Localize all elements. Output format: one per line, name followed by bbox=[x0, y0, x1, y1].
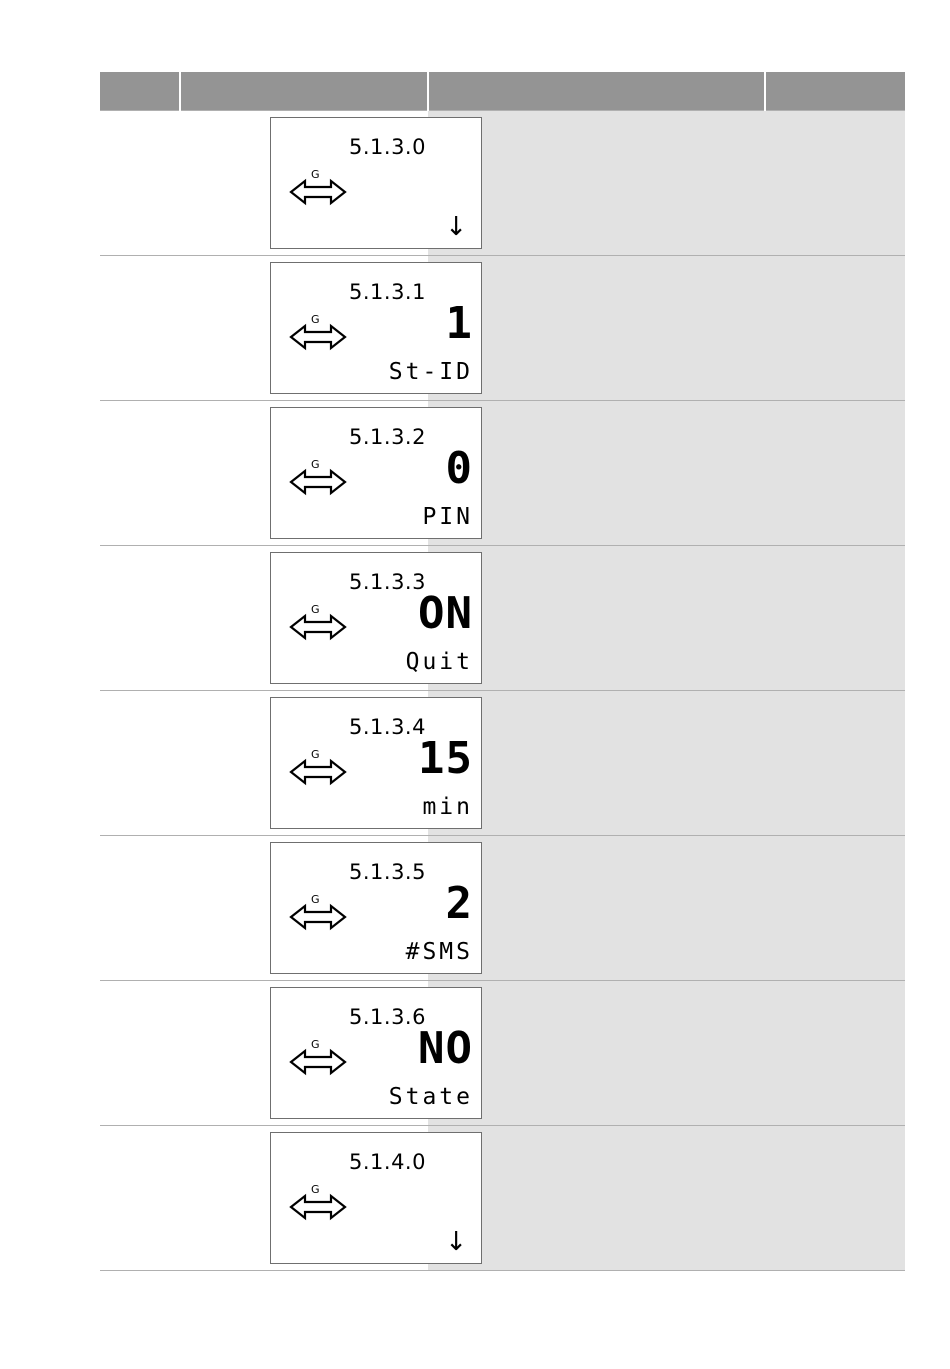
menu-code: 5.1.3.3 bbox=[349, 570, 426, 594]
left-right-arrow-icon bbox=[289, 1040, 347, 1084]
row-index-cell bbox=[100, 111, 180, 256]
table-body bbox=[100, 111, 905, 1271]
left-right-arrow-icon bbox=[289, 170, 347, 214]
row-index-cell bbox=[100, 256, 180, 401]
display-cell bbox=[180, 401, 473, 546]
row-index-cell bbox=[100, 401, 180, 546]
column-header-1 bbox=[100, 72, 180, 111]
lcd-display bbox=[270, 987, 482, 1119]
lcd-value: 0 bbox=[445, 443, 473, 494]
arrow-g-label: G bbox=[311, 458, 320, 471]
lcd-value: 1 bbox=[445, 298, 473, 349]
menu-code: 5.1.4.0 bbox=[349, 1150, 426, 1174]
extra-cell bbox=[765, 256, 905, 401]
menu-code: 5.1.3.0 bbox=[349, 135, 426, 159]
lcd-display bbox=[270, 552, 482, 684]
lcd-display bbox=[270, 407, 482, 539]
display-cell bbox=[180, 256, 473, 401]
row-index-cell bbox=[100, 546, 180, 691]
down-arrow-icon: ↓ bbox=[445, 1227, 467, 1257]
arrow-g-label: G bbox=[311, 893, 320, 906]
lcd-unit: Quit bbox=[405, 649, 473, 675]
display-cell bbox=[180, 111, 467, 256]
extra-cell bbox=[765, 111, 905, 256]
arrow-g-label: G bbox=[311, 1183, 320, 1196]
lcd-unit: min bbox=[422, 794, 473, 820]
menu-code: 5.1.3.6 bbox=[349, 1005, 426, 1029]
lcd-value: 2 bbox=[445, 878, 473, 929]
display-cell bbox=[180, 546, 473, 691]
extra-cell bbox=[765, 1126, 905, 1271]
menu-code: 5.1.3.5 bbox=[349, 860, 426, 884]
lcd-value: ON bbox=[418, 588, 473, 639]
extra-cell bbox=[765, 401, 905, 546]
display-cell bbox=[180, 981, 473, 1126]
table-row bbox=[100, 1126, 905, 1271]
table-row bbox=[100, 256, 905, 401]
down-arrow-icon: ↓ bbox=[445, 212, 467, 242]
lcd-value: NO bbox=[418, 1023, 473, 1074]
extra-cell bbox=[765, 981, 905, 1126]
arrow-g-label: G bbox=[311, 313, 320, 326]
table-row bbox=[100, 546, 905, 691]
lcd-display bbox=[270, 697, 482, 829]
left-right-arrow-icon bbox=[289, 605, 347, 649]
lcd-unit: St-ID bbox=[388, 359, 473, 385]
row-index-cell bbox=[100, 981, 180, 1126]
display-cell bbox=[180, 836, 473, 981]
table-header-row bbox=[100, 72, 905, 111]
table-header bbox=[100, 72, 905, 111]
arrow-g-label: G bbox=[311, 168, 320, 181]
table-row bbox=[100, 836, 905, 981]
column-header-2 bbox=[180, 72, 428, 111]
lcd-unit: #SMS bbox=[405, 939, 473, 965]
table-row bbox=[100, 111, 905, 256]
extra-cell bbox=[765, 546, 905, 691]
table-row bbox=[100, 401, 905, 546]
arrow-g-label: G bbox=[311, 603, 320, 616]
display-cell bbox=[180, 691, 473, 836]
left-right-arrow-icon bbox=[289, 460, 347, 504]
table-row bbox=[100, 981, 905, 1126]
menu-code: 5.1.3.1 bbox=[349, 280, 426, 304]
column-header-3 bbox=[428, 72, 765, 111]
row-index-cell bbox=[100, 1126, 180, 1271]
left-right-arrow-icon bbox=[289, 315, 347, 359]
menu-code: 5.1.3.4 bbox=[349, 715, 426, 739]
lcd-unit: PIN bbox=[422, 504, 473, 530]
row-index-cell bbox=[100, 836, 180, 981]
display-cell bbox=[180, 1126, 467, 1271]
left-right-arrow-icon bbox=[289, 895, 347, 939]
arrow-g-label: G bbox=[311, 1038, 320, 1051]
left-right-arrow-icon bbox=[289, 750, 347, 794]
arrow-g-label: G bbox=[311, 748, 320, 761]
lcd-display bbox=[270, 1132, 482, 1264]
table-row bbox=[100, 691, 905, 836]
lcd-display bbox=[270, 262, 482, 394]
lcd-display bbox=[270, 117, 482, 249]
menu-reference-table bbox=[100, 72, 905, 1271]
menu-code: 5.1.3.2 bbox=[349, 425, 426, 449]
extra-cell bbox=[765, 691, 905, 836]
lcd-value: 15 bbox=[418, 733, 473, 784]
lcd-unit: State bbox=[388, 1084, 473, 1110]
left-right-arrow-icon bbox=[289, 1185, 347, 1229]
lcd-display bbox=[270, 842, 482, 974]
row-index-cell bbox=[100, 691, 180, 836]
column-header-4 bbox=[765, 72, 905, 111]
extra-cell bbox=[765, 836, 905, 981]
